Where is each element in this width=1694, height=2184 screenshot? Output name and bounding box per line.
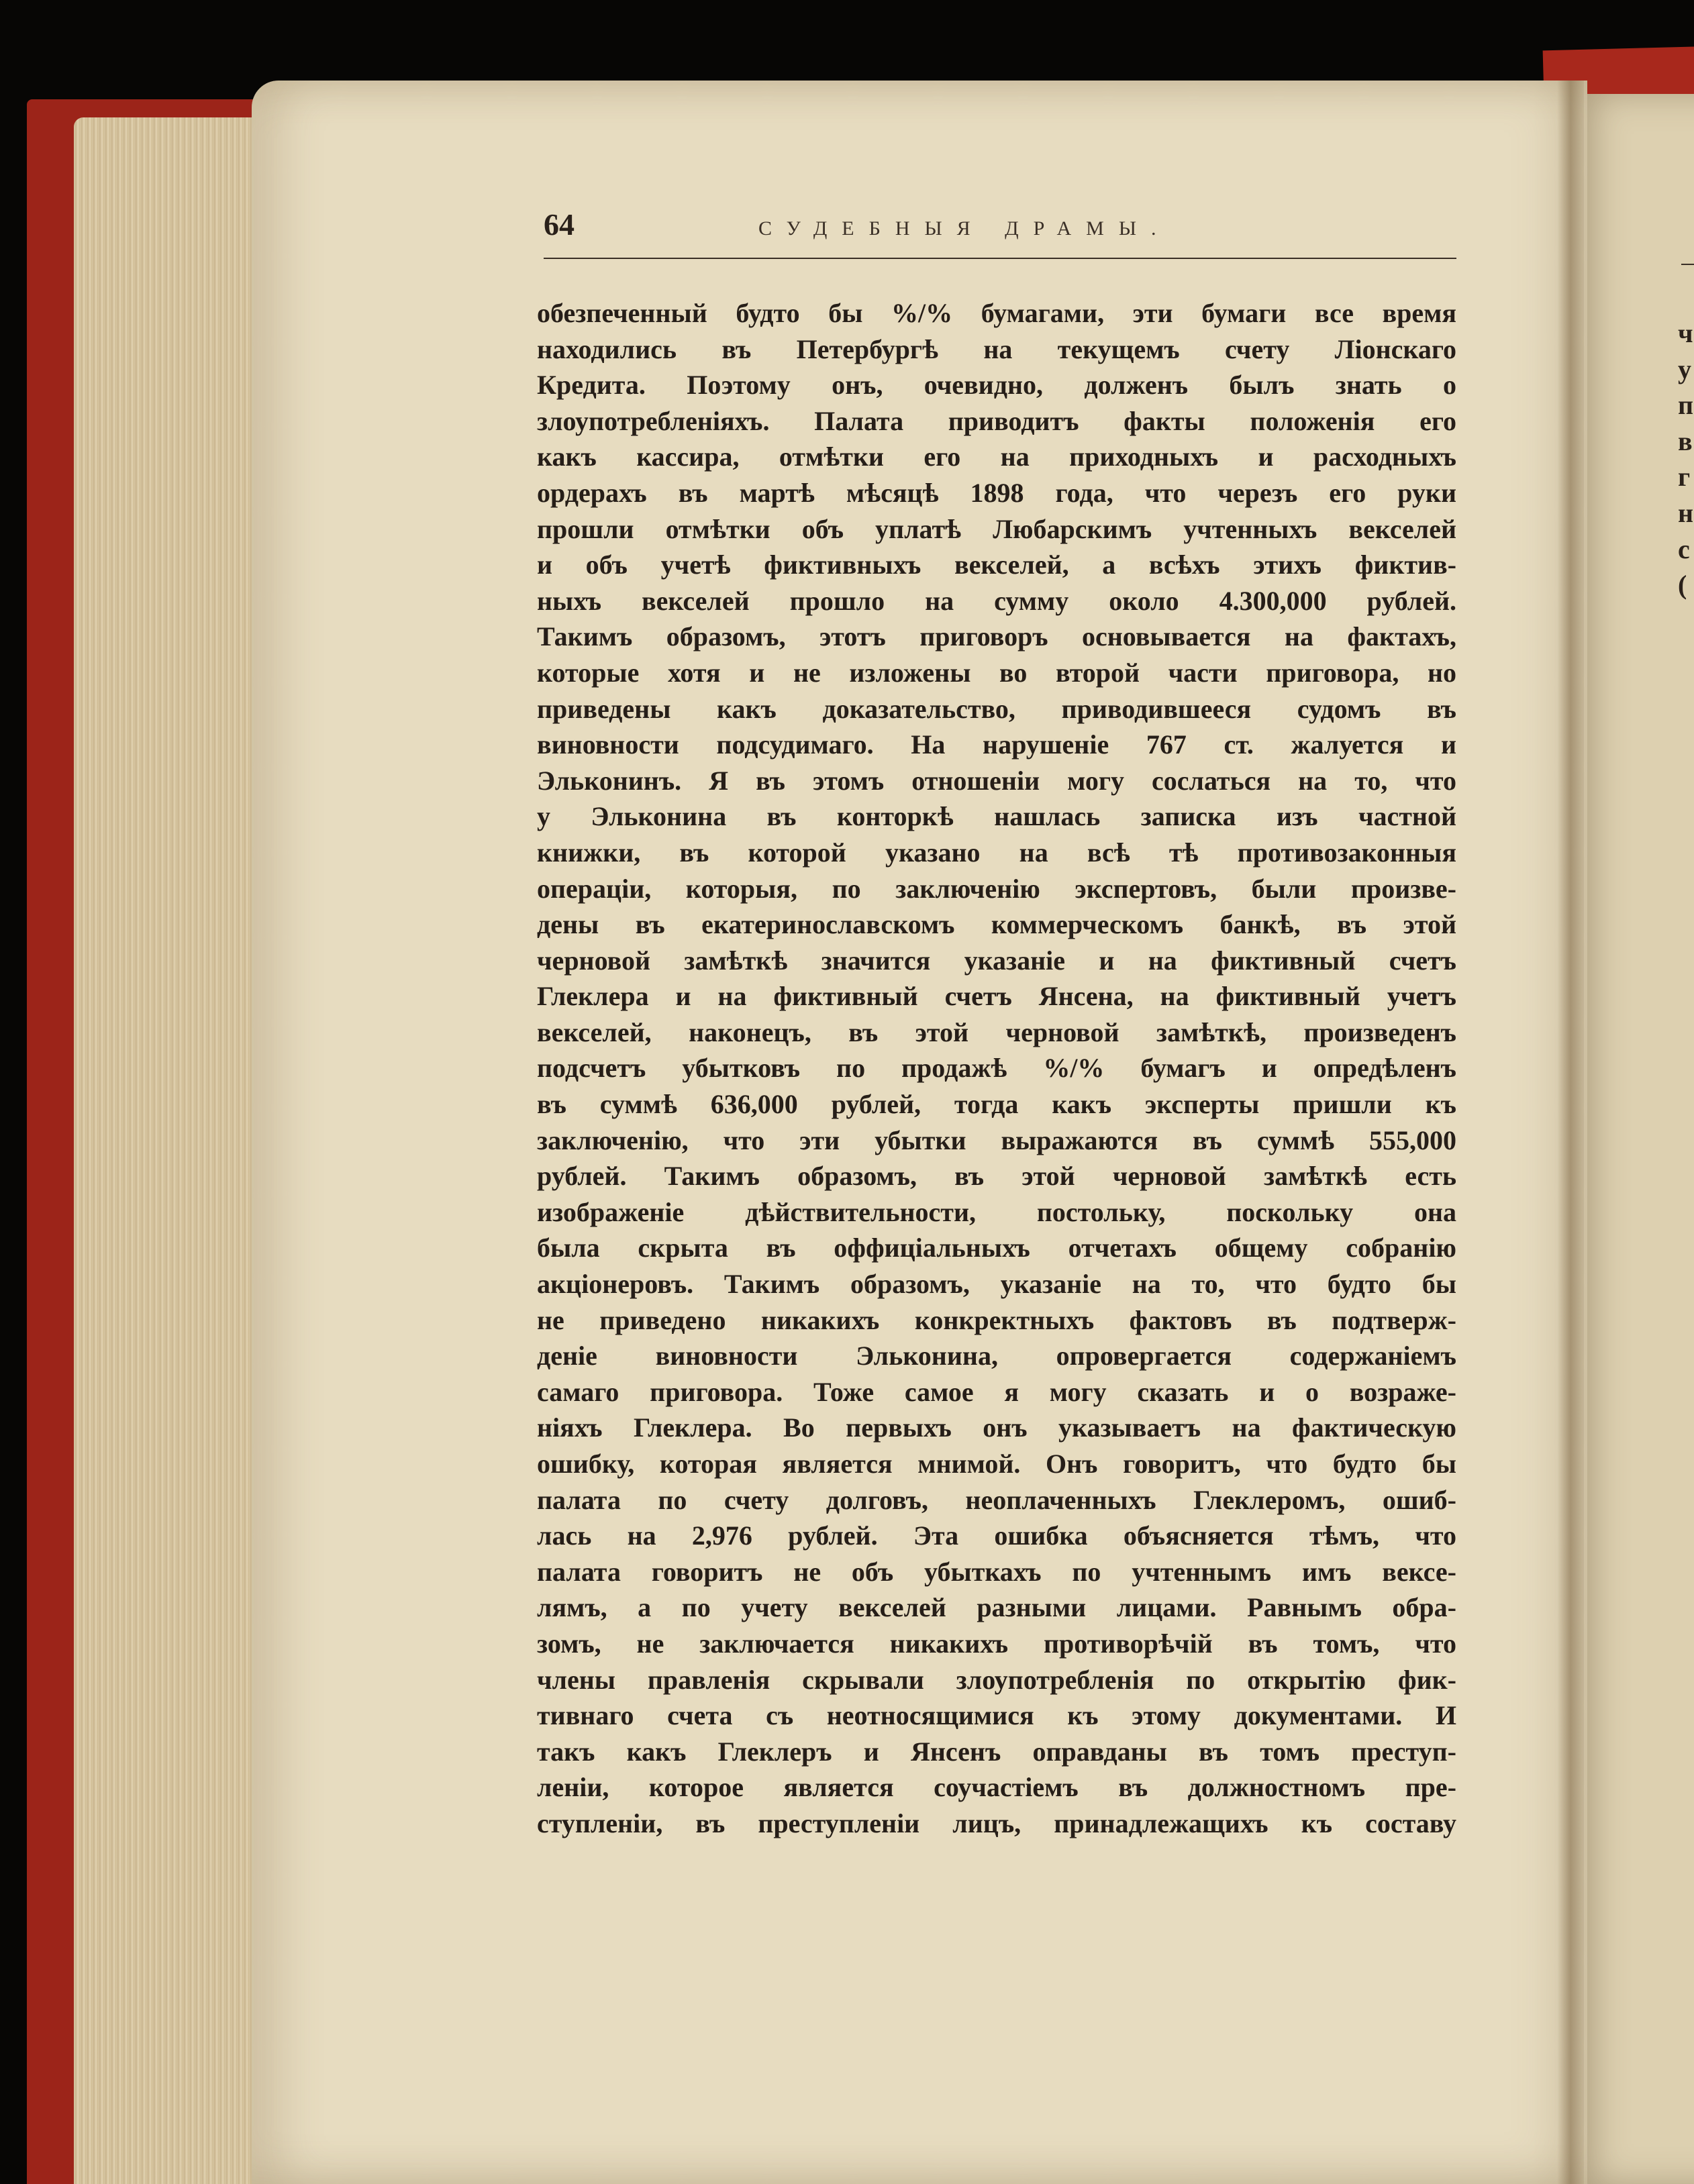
text-line: у Эльконина въ конторкѣ нашлась записка изъ частной [537, 801, 1456, 832]
text-line: какъ кассира, отмѣтки его на приходныхъ и расходныхъ [537, 441, 1456, 472]
next-page-fragment: у [1678, 354, 1691, 384]
text-line: злоупотребленіяхъ. Палата приводитъ факты положенія его [537, 405, 1456, 436]
text-line: ордерахъ въ мартѣ мѣсяцѣ 1898 года, что черезъ его руки [537, 477, 1456, 508]
next-page-fragment: н [1678, 497, 1694, 528]
text-line: которые хотя и не изложены во второй части приговора, но [537, 657, 1456, 688]
next-page-fragment: п [1678, 390, 1694, 421]
text-line: члены правленія скрывали злоупотребленія по открытію фик- [537, 1664, 1456, 1695]
page-header [544, 207, 1456, 260]
next-page-fragment: ( [1678, 570, 1687, 601]
text-line: дены въ екатеринославскомъ коммерческомъ банкѣ, въ этой [537, 909, 1456, 940]
text-line: ошибку, которая является мнимой. Онъ говоритъ, что будто бы [537, 1449, 1456, 1479]
text-line: подсчетъ убытковъ по продажѣ %/% бумагъ и опредѣленъ [537, 1053, 1456, 1084]
text-line: Эльконинъ. Я въ этомъ отношеніи могу сослаться на то, что [537, 765, 1456, 796]
body-text [537, 295, 1456, 1842]
text-line: приведены какъ доказательство, приводившееся судомъ въ [537, 693, 1456, 724]
page-number: 64 [544, 207, 575, 242]
text-line: Глеклера и на фиктивный счетъ Янсена, на фиктивный учетъ [537, 981, 1456, 1012]
text-line: находились въ Петербургѣ на текущемъ счету Ліонскаго [537, 333, 1456, 364]
text-line: такъ какъ Глеклеръ и Янсенъ оправданы въ томъ преступ- [537, 1736, 1456, 1767]
next-page-text [1678, 315, 1694, 603]
next-page-header-rule [1681, 264, 1694, 265]
text-line: Такимъ образомъ, этотъ приговоръ основывается на фактахъ, [537, 621, 1456, 652]
text-line: заключенію, что эти убытки выражаются въ суммѣ 555,000 [537, 1125, 1456, 1155]
next-page [1574, 94, 1694, 2184]
text-line: палата по счету долговъ, неоплаченныхъ Глеклеромъ, ошиб- [537, 1484, 1456, 1515]
next-page-fragment: г [1678, 462, 1691, 492]
text-line: не приведено никакихъ конкректныхъ фактовъ въ подтверж- [537, 1304, 1456, 1335]
text-line: самаго приговора. Тоже самое я могу сказать и о возраже- [537, 1376, 1456, 1407]
header-rule [544, 258, 1456, 259]
text-line: изображеніе дѣйствительности, постольку, поскольку она [537, 1196, 1456, 1227]
text-line: зомъ, не заключается никакихъ противорѣчій въ томъ, что [537, 1628, 1456, 1659]
text-line: палата говоритъ не объ убыткахъ по учтеннымъ имъ вексе- [537, 1556, 1456, 1587]
text-line: акціонеровъ. Такимъ образомъ, указаніе на то, что будто бы [537, 1269, 1456, 1300]
text-line: книжки, въ которой указано на всѣ тѣ противозаконныя [537, 837, 1456, 868]
next-page-fragment: ч [1678, 318, 1693, 348]
page-gutter [1557, 81, 1584, 2184]
text-line: рублей. Такимъ образомъ, въ этой черновой замѣткѣ есть [537, 1161, 1456, 1192]
text-line: лямъ, а по учету векселей разными лицами. Равнымъ обра- [537, 1592, 1456, 1623]
text-line: черновой замѣткѣ значится указаніе и на фиктивный счетъ [537, 945, 1456, 976]
text-line: леніи, которое является соучастіемъ въ должностномъ пре- [537, 1772, 1456, 1803]
next-page-fragment: с [1678, 533, 1690, 564]
text-line: ныхъ векселей прошло на сумму около 4.300,000 рублей. [537, 585, 1456, 616]
text-line: Кредита. Поэтому онъ, очевидно, долженъ былъ знать о [537, 370, 1456, 401]
text-line: ступленіи, въ преступленіи лицъ, принадлежащихъ къ составу [537, 1808, 1456, 1838]
text-line: въ суммѣ 636,000 рублей, тогда какъ эксперты пришли къ [537, 1089, 1456, 1120]
text-line: лась на 2,976 рублей. Эта ошибка объясняется тѣмъ, что [537, 1520, 1456, 1551]
running-title: СУДЕБНЫЯ ДРАМЫ. [758, 217, 1171, 240]
text-line: виновности подсудимаго. На нарушеніе 767 ст. жалуется и [537, 729, 1456, 760]
next-page-fragment: в [1678, 425, 1693, 456]
text-line: тивнаго счета съ неотносящимися къ этому документами. И [537, 1700, 1456, 1731]
text-line: векселей, наконецъ, въ этой черновой замѣткѣ, произведенъ [537, 1017, 1456, 1047]
text-line: деніе виновности Эльконина, опровергается содержаніемъ [537, 1341, 1456, 1371]
page-edges [74, 117, 275, 2184]
text-line: операціи, которыя, по заключенію экспертовъ, были произве- [537, 873, 1456, 904]
text-line: была скрыта въ оффиціальныхъ отчетахъ общему собранію [537, 1233, 1456, 1263]
text-line: обезпеченный будто бы %/% бумагами, эти бумаги все время [537, 298, 1456, 328]
text-line: ніяхъ Глеклера. Во первыхъ онъ указываетъ на фактическую [537, 1412, 1456, 1443]
text-line: и объ учетѣ фиктивныхъ векселей, а всѣхъ этихъ фиктив- [537, 550, 1456, 580]
text-line: прошли отмѣтки объ уплатѣ Любарскимъ учтенныхъ векселей [537, 513, 1456, 544]
